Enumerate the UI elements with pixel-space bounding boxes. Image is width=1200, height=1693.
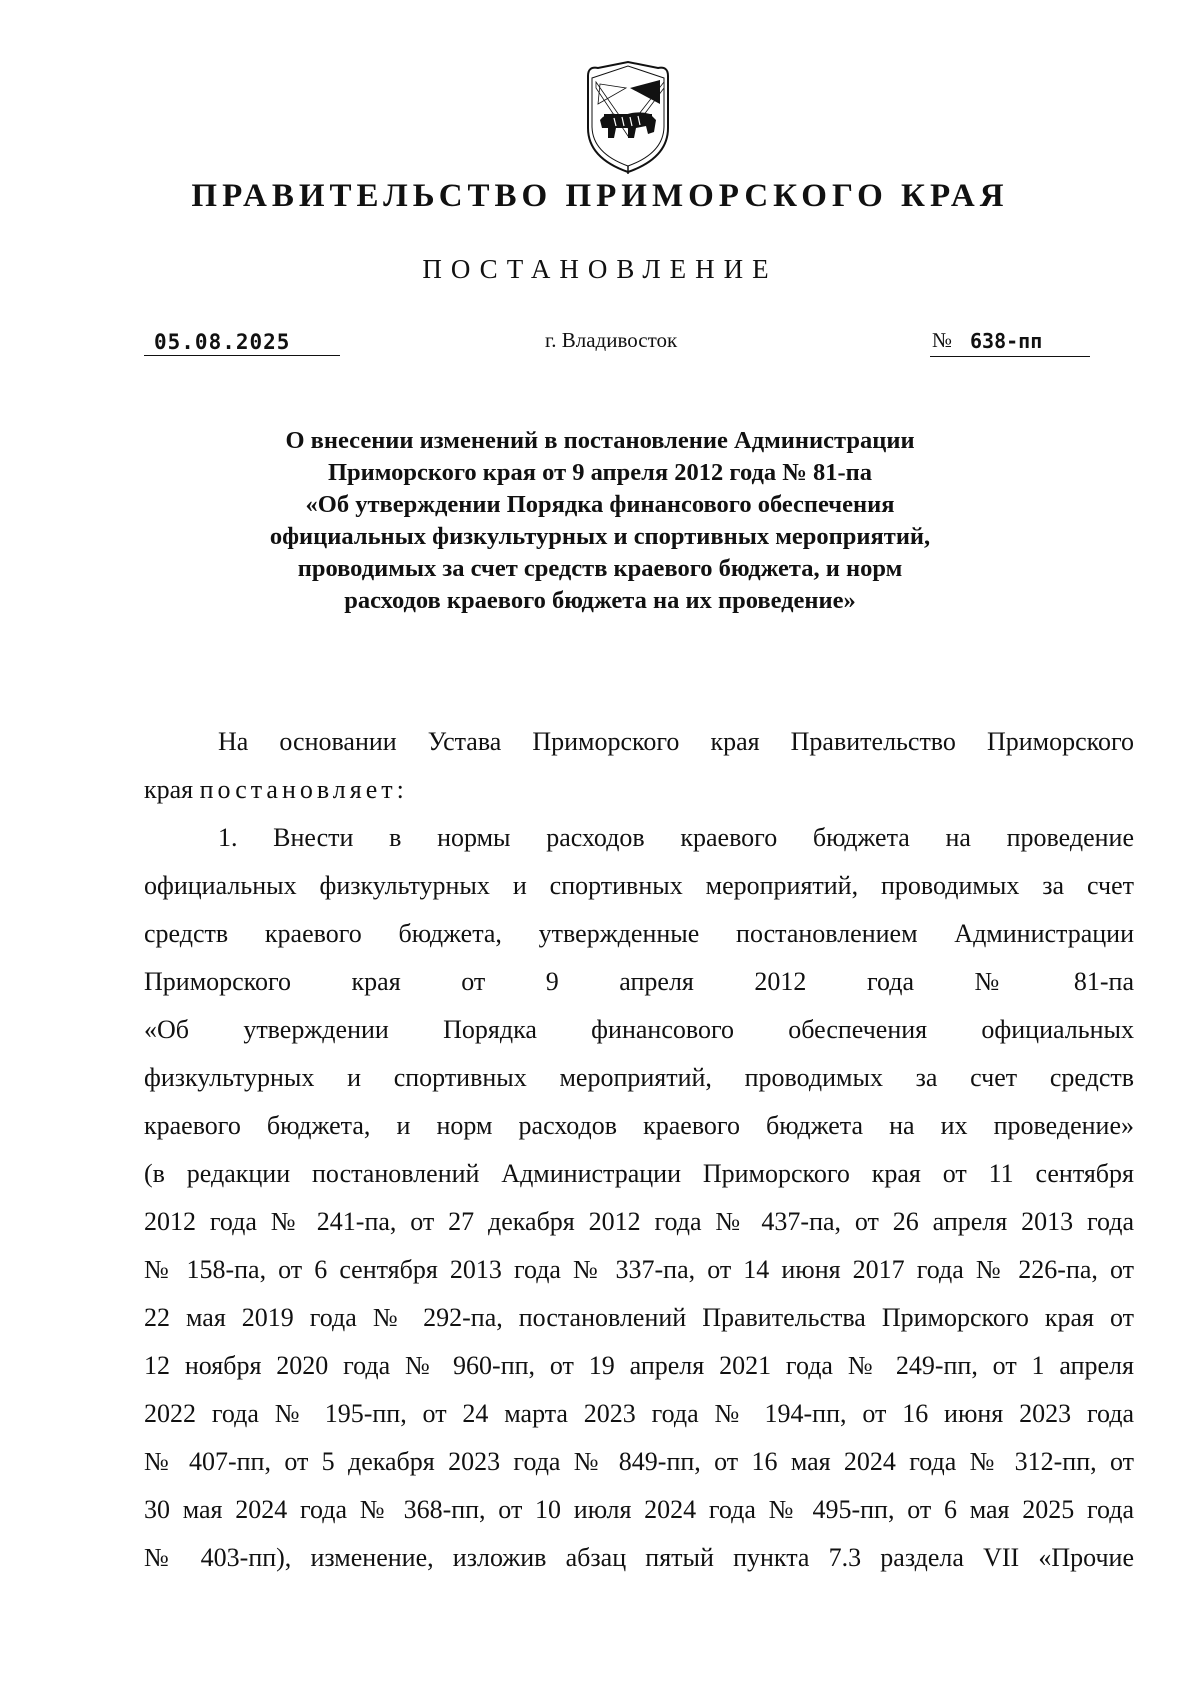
title-line: проводимых за счет средств краевого бюджета, и норм (297, 555, 903, 582)
intro-line (144, 766, 1134, 814)
paragraph-line: (в редакции постановлений Администрации Приморского края от 11 сентября (144, 1159, 1134, 1188)
document-body (144, 718, 1134, 1582)
paragraph-line: № 403-пп), изменение, изложив абзац пятый пункта 7.3 раздела VII «Прочие (144, 1543, 1134, 1572)
number-sign: № (932, 328, 953, 352)
paragraph-line: № 407-пп, от 5 декабря 2023 года № 849-пп, от 16 мая 2024 года № 312-пп, от (144, 1447, 1134, 1476)
paragraph-line: № 158-па, от 6 сентября 2013 года № 337-па, от 14 июня 2017 года № 226-па, от (144, 1255, 1134, 1284)
number-value: 638-пп (970, 329, 1043, 353)
title-line: О внесении изменений в постановление Администрации (285, 427, 915, 454)
paragraph-line: средств краевого бюджета, утвержденные постановлением Администрации (144, 919, 1134, 948)
organization-name: ПРАВИТЕЛЬСТВО ПРИМОРСКОГО КРАЯ (191, 178, 1009, 214)
title-line: «Об утверждении Порядка финансового обеспечения (305, 491, 895, 518)
paragraph-line: 12 ноября 2020 года № 960-пп, от 19 апреля 2021 года № 249-пп, от 1 апреля (144, 1351, 1134, 1380)
paragraph-line: 2012 года № 241-па, от 27 декабря 2012 года № 437-па, от 26 апреля 2013 года (144, 1207, 1134, 1236)
document-city: г. Владивосток (545, 328, 678, 352)
coat-of-arms-emblem (578, 58, 678, 176)
title-line: расходов краевого бюджета на их проведение» (344, 587, 856, 614)
intro-line: На основании Устава Приморского края Правительство Приморского (218, 727, 1134, 756)
document-type: ПОСТАНОВЛЕНИЕ (422, 254, 778, 284)
paragraph-line: 30 мая 2024 года № 368-пп, от 10 июля 2024 года № 495-пп, от 6 мая 2025 года (144, 1495, 1134, 1524)
intro-word: края (144, 775, 194, 804)
paragraph-line: «Об утверждении Порядка финансового обеспечения официальных (144, 1015, 1134, 1044)
paragraph-line: 2022 года № 195-пп, от 24 марта 2023 года № 194-пп, от 16 июня 2023 года (144, 1399, 1134, 1428)
paragraph-line: 1. Внести в нормы расходов краевого бюджета на проведение (218, 823, 1134, 852)
paragraph-line: краевого бюджета, и норм расходов краевого бюджета на их проведение» (144, 1111, 1134, 1140)
document-number (930, 328, 1090, 357)
title-line: официальных физкультурных и спортивных мероприятий, (269, 523, 931, 550)
paragraph-line: 22 мая 2019 года № 292-па, постановлений Правительства Приморского края от (144, 1303, 1134, 1332)
paragraph-line: официальных физкультурных и спортивных мероприятий, проводимых за счет (144, 871, 1134, 900)
document-date: 05.08.2025 (144, 330, 340, 356)
title-line: Приморского края от 9 апреля 2012 года № 81-па (327, 459, 873, 486)
document-title (220, 425, 980, 617)
paragraph-line: Приморского края от 9 апреля 2012 года № 81-па (144, 967, 1134, 996)
resolves-word: постановляет: (199, 775, 408, 804)
paragraph-line: физкультурных и спортивных мероприятий, проводимых за счет средств (144, 1063, 1134, 1092)
